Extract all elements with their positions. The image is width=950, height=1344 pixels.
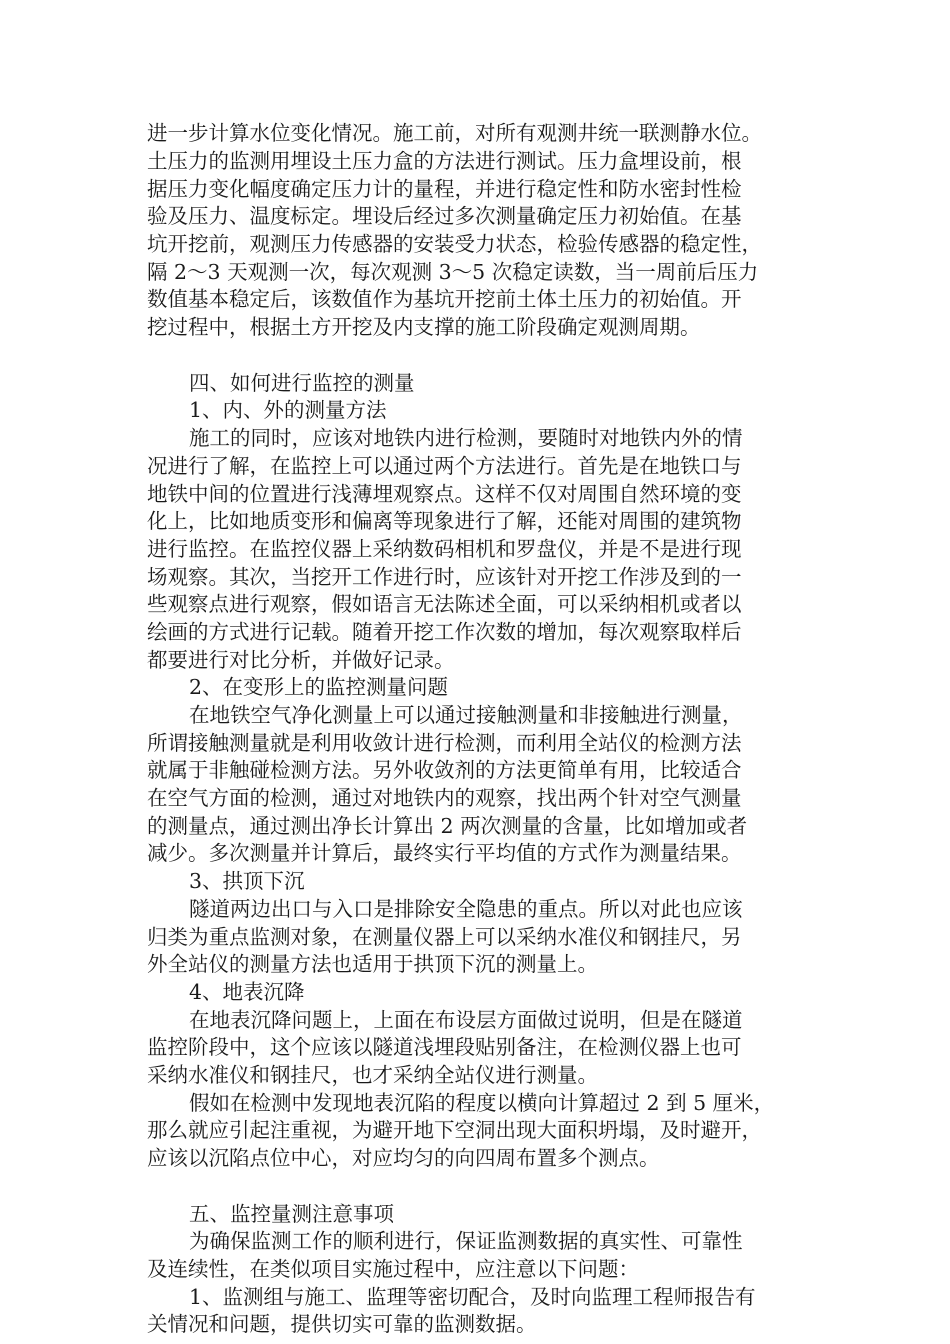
- section-heading: 四、如何进行监控的测量: [189, 371, 415, 395]
- subsection-heading: 1、内、外的测量方法: [189, 398, 387, 422]
- text-line: 就属于非触碰检测方法。另外收敛剂的方法更简单有用，比较适合: [147, 758, 742, 782]
- text-line: 场观察。其次，当挖开工作进行时，应该针对开挖工作涉及到的一: [147, 565, 742, 589]
- text-line: 在地表沉降问题上，上面在布设层方面做过说明，但是在隧道: [189, 1008, 743, 1032]
- text-line: 进行监控。在监控仪器上采纳数码相机和罗盘仪，并是不是进行现: [147, 537, 742, 561]
- text-line: 些观察点进行观察，假如语言无法陈述全面，可以采纳相机或者以: [147, 592, 742, 616]
- text-line: 数值基本稳定后，该数值作为基坑开挖前土体土压力的初始值。开: [147, 287, 742, 311]
- text-line: 在空气方面的检测，通过对地铁内的观察，找出两个针对空气测量: [147, 786, 742, 810]
- text-line: 进一步计算水位变化情况。施工前，对所有观测井统一联测静水位。: [147, 121, 762, 145]
- text-line: 挖过程中，根据土方开挖及内支撑的施工阶段确定观测周期。: [147, 315, 701, 339]
- text-line: 那么就应引起注重视，为避开地下空洞出现大面积坍塌，及时避开，: [147, 1118, 762, 1142]
- text-line: 及连续性，在类似项目实施过程中，应注意以下问题：: [147, 1257, 639, 1281]
- text-line: 化上，比如地质变形和偏离等现象进行了解，还能对周围的建筑物: [147, 509, 742, 533]
- text-line: 都要进行对比分析，并做好记录。: [147, 648, 455, 672]
- text-line: 为确保监测工作的顺利进行，保证监测数据的真实性、可靠性: [189, 1229, 743, 1253]
- text-line: 地铁中间的位置进行浅薄埋观察点。这样不仅对周围自然环境的变: [147, 482, 742, 506]
- text-line: 1、监测组与施工、监理等密切配合，及时向监理工程师报告有: [189, 1285, 756, 1309]
- text-line: 所谓接触测量就是利用收敛计进行检测，而利用全站仪的检测方法: [147, 731, 742, 755]
- text-line: 归类为重点监测对象，在测量仪器上可以采纳水准仪和钢挂尺，另: [147, 925, 742, 949]
- text-line: 在地铁空气净化测量上可以通过接触测量和非接触进行测量，: [189, 703, 743, 727]
- text-line: 土压力的监测用埋设土压力盒的方法进行测试。压力盒埋设前，根: [147, 149, 742, 173]
- subsection-heading: 2、在变形上的监控测量问题: [189, 675, 449, 699]
- text-line: 关情况和问题，提供切实可靠的监测数据。: [147, 1312, 537, 1336]
- text-line: 据压力变化幅度确定压力计的量程，并进行稳定性和防水密封性检: [147, 177, 742, 201]
- text-line: 的测量点，通过测出净长计算出 2 两次测量的含量，比如增加或者: [147, 814, 748, 838]
- text-line: 况进行了解，在监控上可以通过两个方法进行。首先是在地铁口与: [147, 454, 742, 478]
- text-line: 隔 2～3 天观测一次，每次观测 3～5 次稳定读数，当一周前后压力: [147, 260, 759, 284]
- text-line: 坑开挖前，观测压力传感器的安装受力状态，检验传感器的稳定性，: [147, 232, 762, 256]
- text-line: 验及压力、温度标定。埋设后经过多次测量确定压力初始值。在基: [147, 204, 742, 228]
- text-line: 假如在检测中发现地表沉陷的程度以横向计算超过 2 到 5 厘米，: [189, 1091, 775, 1115]
- text-line: 监控阶段中，这个应该以隧道浅埋段贴别备注，在检测仪器上也可: [147, 1035, 742, 1059]
- section-heading: 五、监控量测注意事项: [189, 1202, 394, 1226]
- text-line: 外全站仪的测量方法也适用于拱顶下沉的测量上。: [147, 952, 598, 976]
- text-line: 施工的同时，应该对地铁内进行检测，要随时对地铁内外的情: [189, 426, 743, 450]
- text-line: 减少。多次测量并计算后，最终实行平均值的方式作为测量结果。: [147, 841, 742, 865]
- text-line: 应该以沉陷点位中心，对应均匀的向四周布置多个测点。: [147, 1146, 660, 1170]
- text-line: 绘画的方式进行记载。随着开挖工作次数的增加，每次观察取样后: [147, 620, 742, 644]
- subsection-heading: 3、拱顶下沉: [189, 869, 305, 893]
- text-line: 隧道两边出口与入口是排除安全隐患的重点。所以对此也应该: [189, 897, 743, 921]
- text-line: 采纳水准仪和钢挂尺，也才采纳全站仪进行测量。: [147, 1063, 598, 1087]
- subsection-heading: 4、地表沉降: [189, 980, 305, 1004]
